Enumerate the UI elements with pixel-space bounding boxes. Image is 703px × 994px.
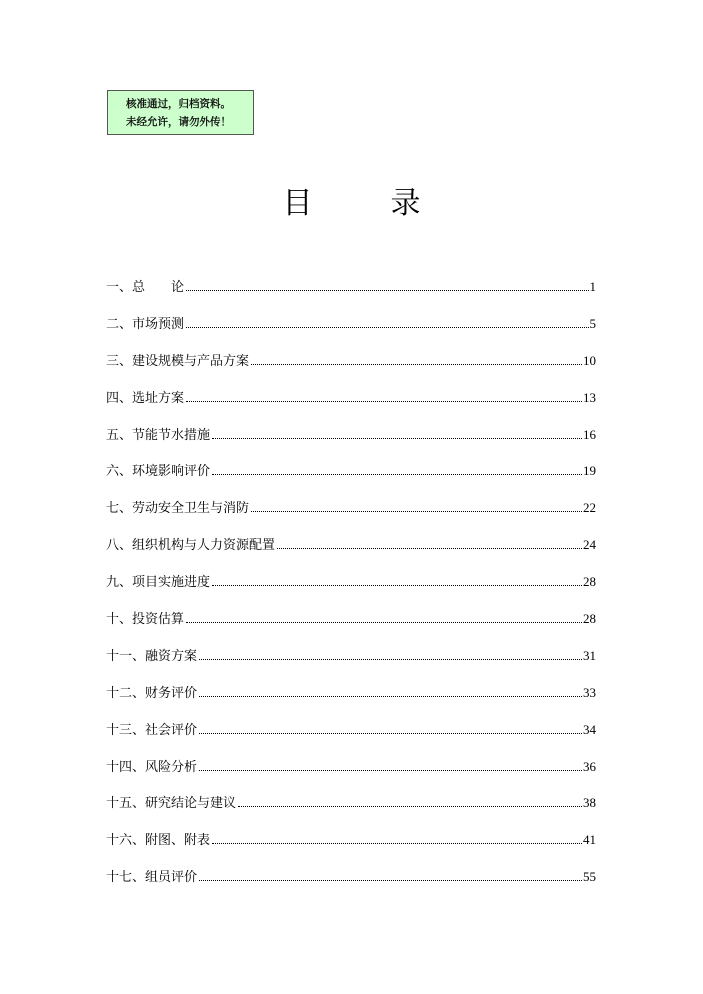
- dot-leader: [186, 621, 582, 623]
- dot-leader: [199, 879, 582, 881]
- dot-leader: [199, 732, 582, 734]
- toc-entry-page-number: 13: [583, 389, 596, 405]
- toc-entry-page-number: 5: [589, 315, 596, 331]
- title-char-1: 目: [282, 186, 313, 221]
- dot-leader: [212, 473, 582, 475]
- dot-leader: [238, 805, 582, 807]
- toc-entry-page-number: 1: [589, 279, 596, 294]
- toc-entry[interactable]: [106, 313, 596, 350]
- dot-leader: [251, 363, 582, 365]
- toc-entry[interactable]: [106, 571, 596, 608]
- toc-entry-page-number: 36: [583, 758, 596, 774]
- toc-entry-label: 二、市场预测: [106, 316, 185, 332]
- toc-entry[interactable]: [106, 608, 596, 645]
- toc-entry[interactable]: [106, 534, 596, 571]
- toc-entry-label: 三、建设规模与产品方案: [106, 353, 250, 369]
- toc-entry[interactable]: [106, 276, 596, 313]
- toc-entry-label: 十一、融资方案: [106, 648, 198, 664]
- toc-entry-page-number: 16: [583, 426, 596, 442]
- toc-entry-label: 九、项目实施进度: [106, 575, 211, 591]
- toc-entry[interactable]: [106, 682, 596, 719]
- toc-entry-label: 八、组织机构与人力资源配置: [106, 538, 276, 554]
- dot-leader: [199, 695, 582, 697]
- toc-entry[interactable]: [106, 497, 596, 534]
- page-title: [0, 186, 703, 222]
- toc-entry-page-number: 55: [583, 869, 596, 885]
- toc-entry[interactable]: [106, 792, 596, 829]
- toc-entry[interactable]: [106, 424, 596, 461]
- toc-entry-label: 十三、社会评价: [106, 722, 198, 738]
- toc-entry-page-number: 34: [583, 721, 596, 737]
- toc-entry[interactable]: [106, 350, 596, 387]
- dot-leader: [251, 510, 582, 512]
- toc-entry-page-number: 33: [583, 684, 596, 700]
- toc-entry-page-number: 19: [583, 463, 596, 479]
- toc-entry[interactable]: [106, 645, 596, 682]
- approval-stamp: [107, 90, 254, 135]
- toc-entry[interactable]: [106, 387, 596, 424]
- toc-entry-label: 七、劳动安全卫生与消防: [106, 501, 250, 517]
- toc-entry-label: 十六、附图、附表: [106, 833, 211, 849]
- toc-entry-label: 五、节能节水措施: [106, 427, 211, 443]
- toc-entry-page-number: 28: [583, 611, 596, 627]
- toc-entry[interactable]: [106, 756, 596, 793]
- dot-leader: [199, 658, 582, 660]
- toc-entry-label: 四、选址方案: [106, 390, 185, 406]
- dot-leader: [212, 437, 582, 439]
- toc-entry-label: 十七、组员评价: [106, 870, 198, 886]
- toc-entry-page-number: 41: [583, 832, 596, 848]
- table-of-contents: [106, 276, 596, 903]
- toc-entry[interactable]: [106, 829, 596, 866]
- dot-leader: [186, 326, 588, 328]
- toc-entry[interactable]: [106, 460, 596, 497]
- dot-leader: [212, 584, 582, 586]
- stamp-line-1: 核准通过，归档资料。: [126, 98, 231, 110]
- dot-leader: [212, 842, 582, 844]
- toc-entry-page-number: 22: [583, 500, 596, 516]
- stamp-line-2: 未经允许，请勿外传！: [126, 116, 231, 128]
- dot-leader: [186, 289, 588, 291]
- toc-entry-label: 一、总 论: [106, 280, 185, 295]
- toc-entry-page-number: 10: [583, 352, 596, 368]
- dot-leader: [277, 547, 582, 549]
- toc-entry-label: 十五、研究结论与建议: [106, 796, 237, 812]
- toc-entry-page-number: 28: [583, 574, 596, 590]
- toc-entry-label: 六、环境影响评价: [106, 464, 211, 480]
- toc-entry[interactable]: [106, 866, 596, 903]
- dot-leader: [186, 400, 582, 402]
- toc-entry-page-number: 31: [583, 647, 596, 663]
- title-char-2: 录: [390, 186, 421, 221]
- toc-entry-page-number: 38: [583, 795, 596, 811]
- toc-entry-label: 十、投资估算: [106, 612, 185, 628]
- dot-leader: [199, 769, 582, 771]
- toc-entry-label: 十二、财务评价: [106, 685, 198, 701]
- toc-entry-page-number: 24: [583, 537, 596, 553]
- toc-entry-label: 十四、风险分析: [106, 759, 198, 775]
- toc-entry[interactable]: [106, 719, 596, 756]
